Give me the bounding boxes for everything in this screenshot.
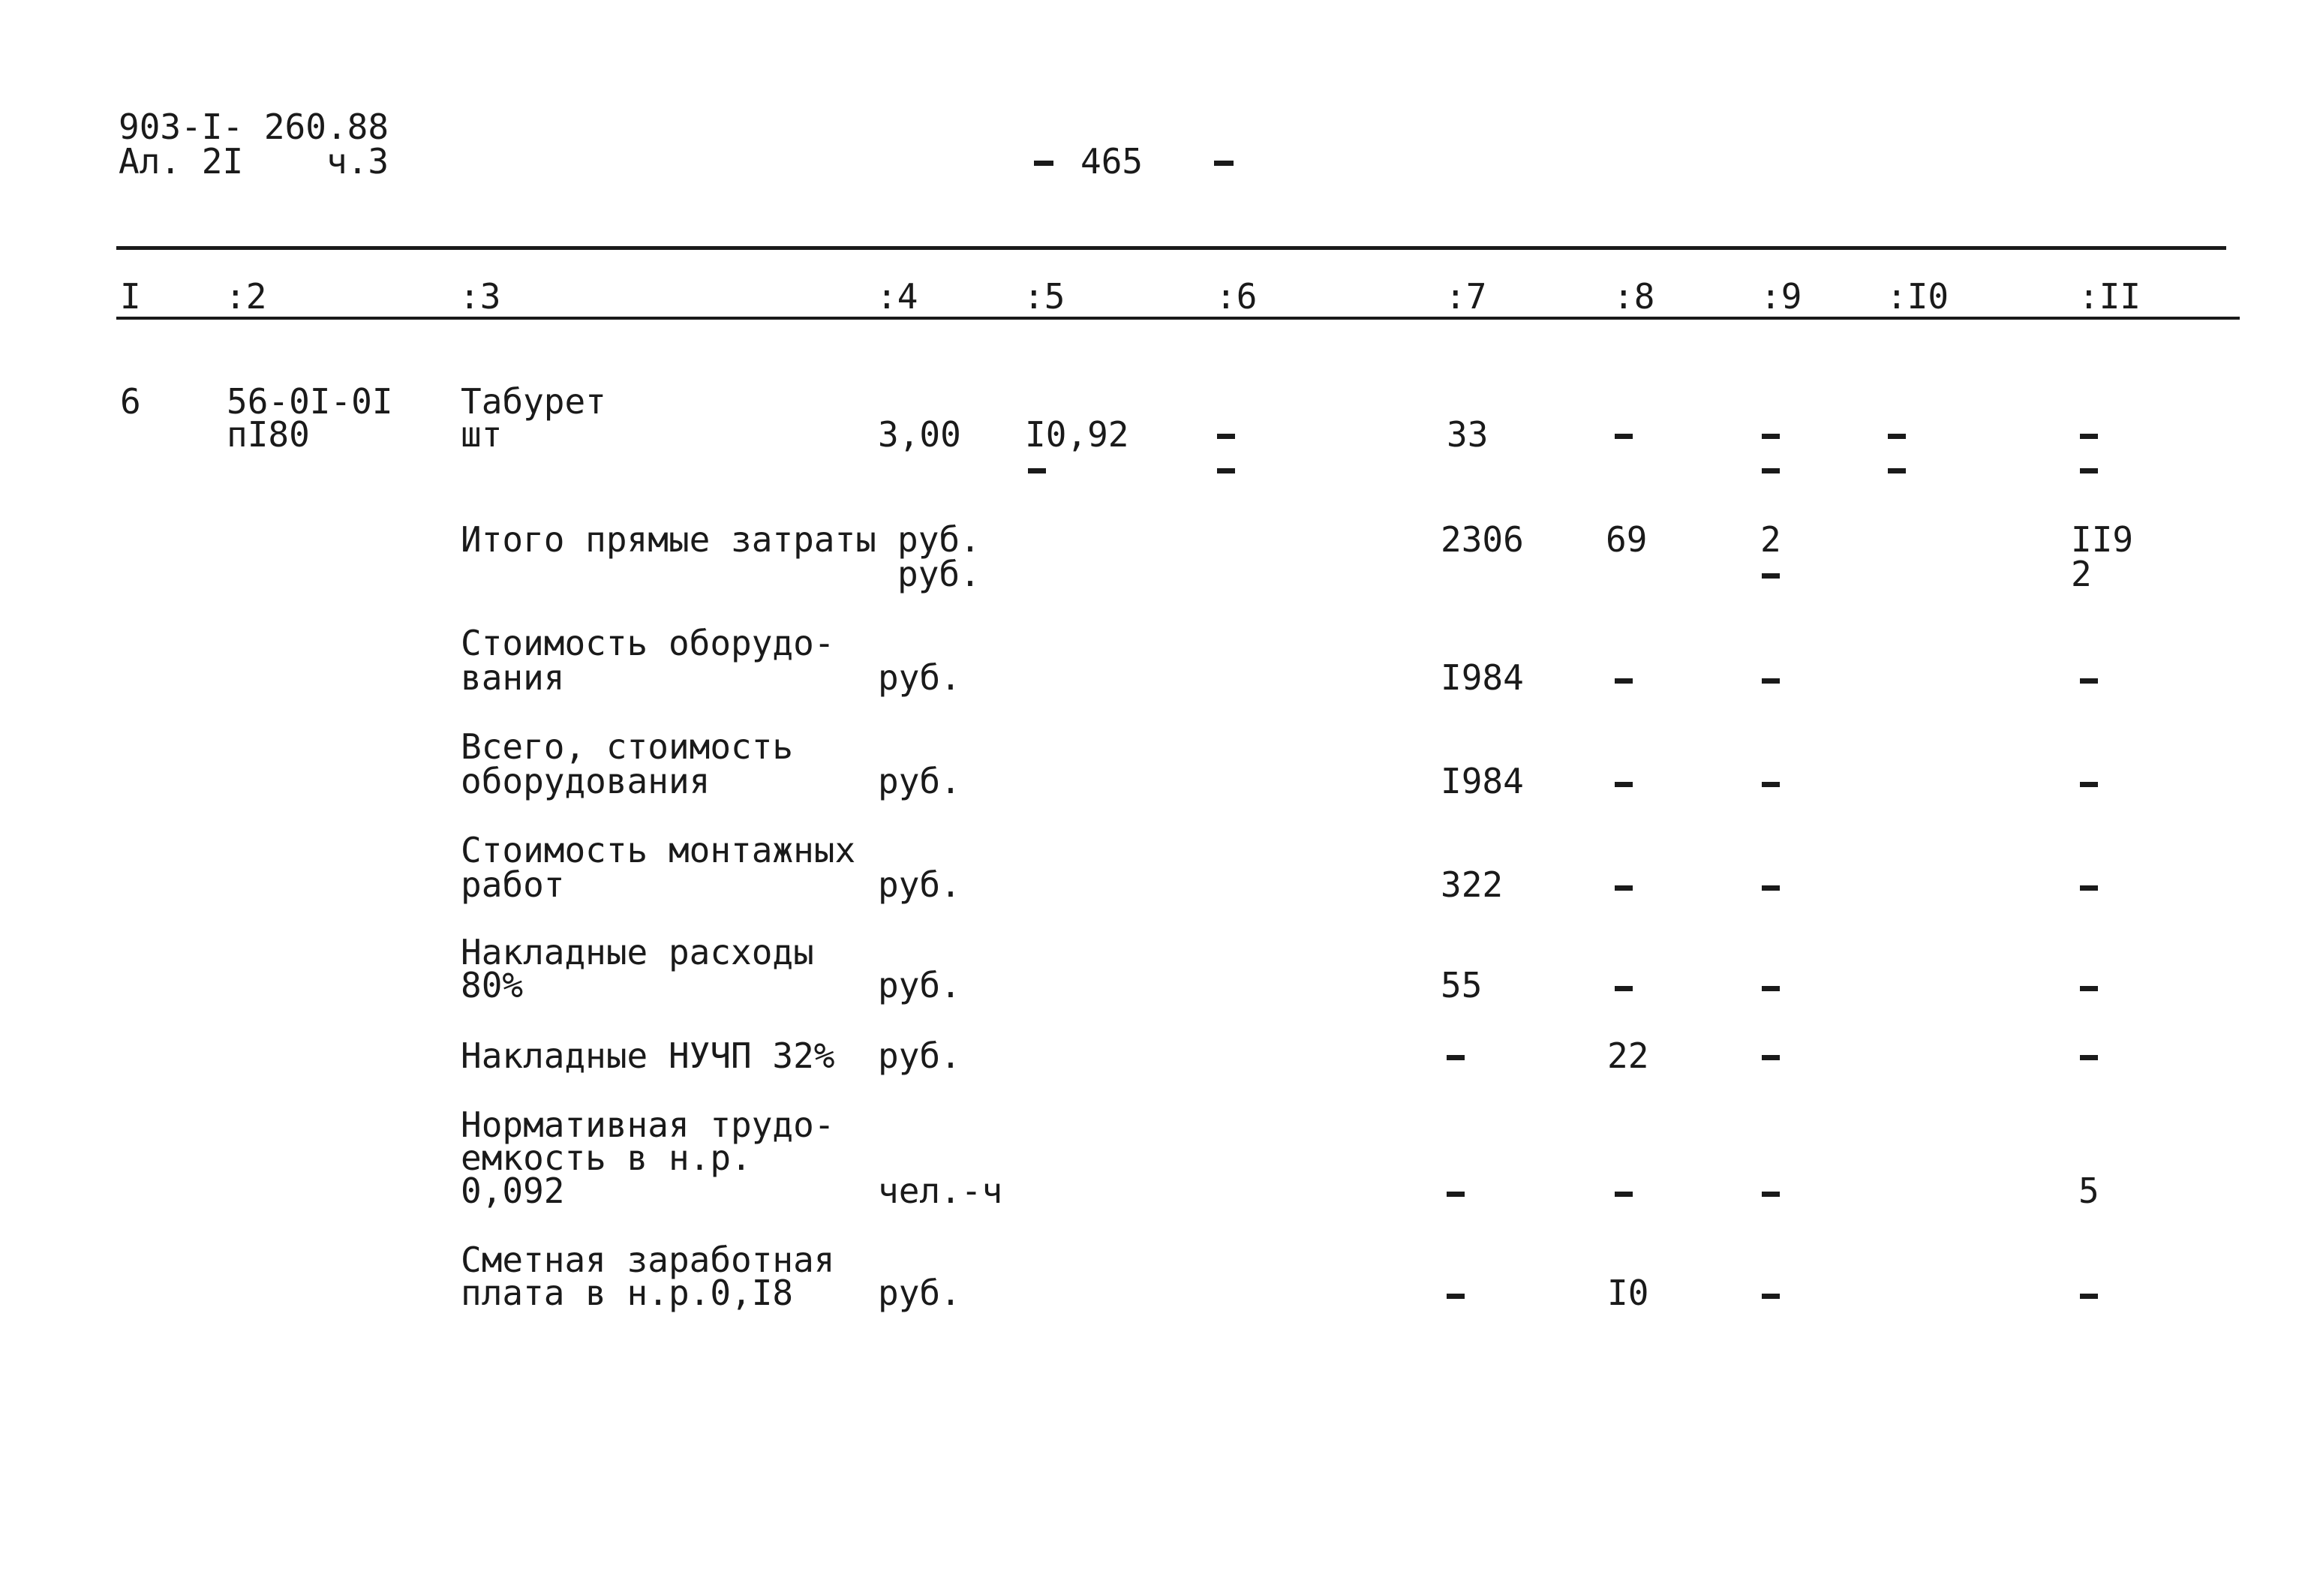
overhead-col7: 55 [1441,965,1483,1005]
overhead-col9-dash [1762,986,1780,991]
column-header-5: :5 [1023,276,1065,317]
item-col6-dash-2 [1217,468,1235,473]
item-col9-dash-1 [1762,434,1780,439]
direct-costs-label: Итого прямые затраты [461,519,876,560]
column-header-2: :2 [225,276,267,317]
total-equipment-col7: I984 [1441,761,1524,801]
wages-col9-dash [1762,1294,1780,1299]
overhead-col11-dash [2080,986,2098,991]
overhead-label-2: 80% [461,965,524,1005]
direct-costs-col11-b: 2 [2071,554,2092,594]
page-number-dash-right [1214,161,1234,166]
overhead-nuchp-col9-dash [1762,1055,1780,1060]
overhead-nuchp-unit: руб. [878,1035,961,1076]
item-col9-dash-2 [1762,468,1780,473]
direct-costs-unit-1: руб. [897,519,981,560]
column-header-8: :8 [1613,276,1655,317]
direct-costs-col9-dash [1762,573,1780,579]
labor-col7-dash [1447,1192,1465,1197]
wages-col11-dash [2080,1294,2098,1299]
page-number: 465 [1080,141,1143,182]
overhead-unit: руб. [878,965,961,1005]
installation-col7: 322 [1441,864,1504,905]
wages-col8: I0 [1607,1273,1649,1313]
document-number: 903-I- 260.88 [119,107,389,147]
equipment-cost-unit: руб. [878,657,961,698]
column-header-7: :7 [1445,276,1487,317]
direct-costs-col8: 69 [1606,519,1648,560]
table-top-rule [116,246,2226,250]
item-col10-dash-1 [1888,434,1906,439]
item-number: 6 [120,381,141,422]
item-price-dash [1028,468,1046,473]
direct-costs-col7: 2306 [1441,519,1524,560]
labor-col9-dash [1762,1192,1780,1197]
item-col7: 33 [1447,414,1489,455]
total-equipment-col8-dash [1615,782,1633,787]
direct-costs-col9: 2 [1760,519,1781,560]
installation-col8-dash [1615,885,1633,891]
labor-label-2: емкость в н.р. [461,1138,752,1178]
labor-label-1: Нормативная трудо- [461,1105,835,1145]
overhead-nuchp-col7-dash [1447,1055,1465,1060]
installation-label-2: работ [461,864,565,905]
column-header-3: :3 [459,276,501,317]
total-equipment-label-1: Всего, стоимость [461,726,794,767]
equipment-cost-col9-dash [1762,678,1780,684]
wages-label-2: плата в н.р.0,I8 [461,1273,794,1313]
item-quantity: 3,00 [878,414,961,455]
column-header-10: :I0 [1886,276,1949,317]
wages-label-1: Сметная заработная [461,1240,835,1280]
equipment-cost-label-1: Стоимость оборудо- [461,623,835,663]
overhead-nuchp-col8: 22 [1607,1035,1649,1076]
equipment-cost-col8-dash [1615,678,1633,684]
wages-unit: руб. [878,1273,961,1313]
column-header-9: :9 [1760,276,1802,317]
total-equipment-col9-dash [1762,782,1780,787]
direct-costs-unit-2: руб. [897,554,981,594]
column-header-6: :6 [1216,276,1258,317]
overhead-nuchp-label: Накладные НУЧП 32% [461,1035,835,1076]
item-code-line1: 56-0I-0I [227,381,393,422]
column-header-11: :II [2078,276,2141,317]
item-col10-dash-2 [1888,468,1906,473]
equipment-cost-label-2: вания [461,657,565,698]
item-price: I0,92 [1025,414,1129,455]
item-col11-dash-2 [2080,468,2098,473]
total-equipment-col11-dash [2080,782,2098,787]
labor-col11: 5 [2078,1171,2099,1211]
table-header-rule [116,317,2240,320]
installation-label-1: Стоимость монтажных [461,830,856,870]
installation-unit: руб. [878,864,961,905]
equipment-cost-col11-dash [2080,678,2098,684]
item-unit: шт [461,414,503,455]
item-col11-dash-1 [2080,434,2098,439]
labor-label-3: 0,092 [461,1171,565,1211]
item-code-line2: пI80 [227,414,310,455]
item-name: Табурет [461,381,606,422]
column-header-4: :4 [876,276,918,317]
sheet-info: Ал. 2I ч.3 [119,141,389,182]
overhead-label-1: Накладные расходы [461,932,814,972]
page-number-dash-left [1034,161,1053,166]
labor-col8-dash [1615,1192,1633,1197]
installation-col11-dash [2080,885,2098,891]
installation-col9-dash [1762,885,1780,891]
wages-col7-dash [1447,1294,1465,1299]
item-col6-dash-1 [1217,434,1235,439]
total-equipment-unit: руб. [878,761,961,801]
total-equipment-label-2: оборудования [461,761,711,801]
labor-unit: чел.-ч [878,1171,1003,1211]
equipment-cost-col7: I984 [1441,657,1524,698]
direct-costs-col11-a: II9 [2071,519,2134,560]
overhead-col8-dash [1615,986,1633,991]
overhead-nuchp-col11-dash [2080,1055,2098,1060]
item-col8-dash [1615,434,1633,439]
column-header-1: I [120,276,141,317]
